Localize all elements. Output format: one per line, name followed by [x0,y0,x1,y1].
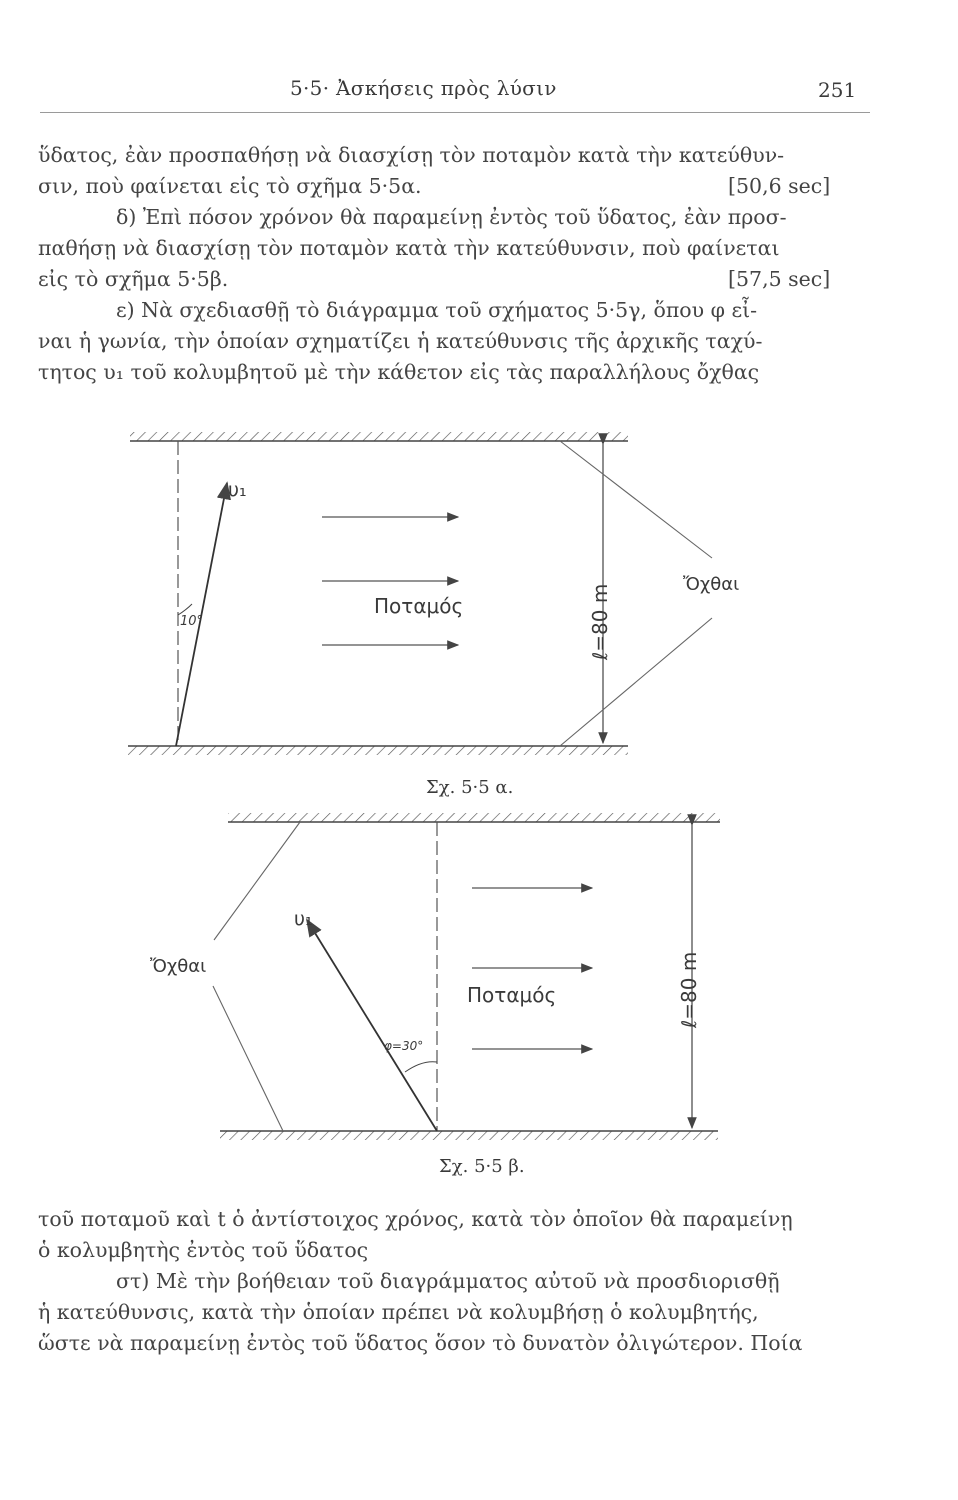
text-line: τητος υ₁ τοῦ κολυμβητοῦ μὲ τὴν κάθετον εἰς τὰς παραλλήλους ὄχθας [38,360,760,384]
angle-label: 10° [180,614,204,629]
bottom-paragraph [38,1204,868,1359]
width-label: ℓ=80 m [588,583,612,660]
velocity-arrow [307,920,437,1131]
figure-b-caption: Σχ. 5·5 β. [439,1156,525,1177]
text-line: δ) Ἐπὶ πόσον χρόνον θὰ παραμείνῃ ἐντὸς τοῦ ὕδατος, ἐὰν προσ- [116,205,787,229]
figure-5-5-a [128,432,739,755]
banks-label: Ὄχθαι [150,956,207,977]
angle-arc [405,1062,437,1072]
width-label: ℓ=80 m [677,951,701,1028]
text-line: ὁ κολυμβητὴς ἐντὸς τοῦ ὕδατος [38,1238,369,1262]
answer-bracket: [57,5 sec] [728,267,831,291]
angle-label: φ=30° [384,1039,424,1053]
leader-line-upper [560,441,712,558]
figure-5-5-b [150,813,720,1140]
lower-bank-hatch [128,746,628,755]
leader-line-lower [213,986,283,1131]
running-title: 5·5· Ἀσκήσεις πρὸς λύσιν [290,76,557,100]
text-line: ἡ κατεύθυνσις, κατὰ τὴν ὁποίαν πρέπει νὰ κολυμβήσῃ ὁ κολυμβητής, [38,1300,759,1324]
velocity-label: υ₁ [228,479,247,501]
text-line: ὕδατος, ἐὰν προσπαθήσῃ νὰ διασχίσῃ τὸν ποταμὸν κατὰ τὴν κατεύθυν- [38,143,785,167]
text-line: ὥστε νὰ παραμείνῃ ἐντὸς τοῦ ὕδατος ὅσον τὸ δυνατὸν ὀλιγώτερον. Ποία [38,1331,803,1355]
leader-line-lower [560,618,712,746]
river-label: Ποταμός [467,983,557,1007]
text-line: εἰς τὸ σχῆμα 5·5β. [57,5 sec] [38,264,858,295]
velocity-label: υ₁ [294,908,313,930]
text-line: σιν, ποὺ φαίνεται εἰς τὸ σχῆμα 5·5α. [50,6 sec] [38,171,858,202]
river-label: Ποταμός [374,594,464,618]
text-line: τοῦ ποταμοῦ καὶ t ὁ ἀντίστοιχος χρόνος, κατὰ τὸν ὁποῖον θὰ παραμείνῃ [38,1207,793,1231]
figure-a-caption: Σχ. 5·5 α. [426,777,514,798]
text-line: ε) Νὰ σχεδιασθῇ τὸ διάγραμμα τοῦ σχήματος 5·5γ, ὅπου φ εἶ- [116,298,758,322]
leader-line-upper [214,822,300,940]
upper-bank-hatch [130,432,628,441]
text-line: παθήσῃ νὰ διασχίσῃ τὸν ποταμὸν κατὰ τὴν κατεύθυνσιν, ποὺ φαίνεται [38,236,780,260]
upper-bank-hatch [228,813,720,822]
text-line: ναι ἡ γωνία, τὴν ὁποίαν σχηματίζει ἡ κατεύθυνσις τῆς ἀρχικῆς ταχύ- [38,329,763,353]
text-line: στ) Μὲ τὴν βοήθειαν τοῦ διαγράμματος αὐτοῦ νὰ προσδιορισθῇ [116,1269,780,1293]
answer-bracket: [50,6 sec] [728,174,831,198]
banks-label: Ὄχθαι [683,574,740,595]
page-number: 251 [818,78,857,102]
lower-bank-hatch [220,1131,718,1140]
